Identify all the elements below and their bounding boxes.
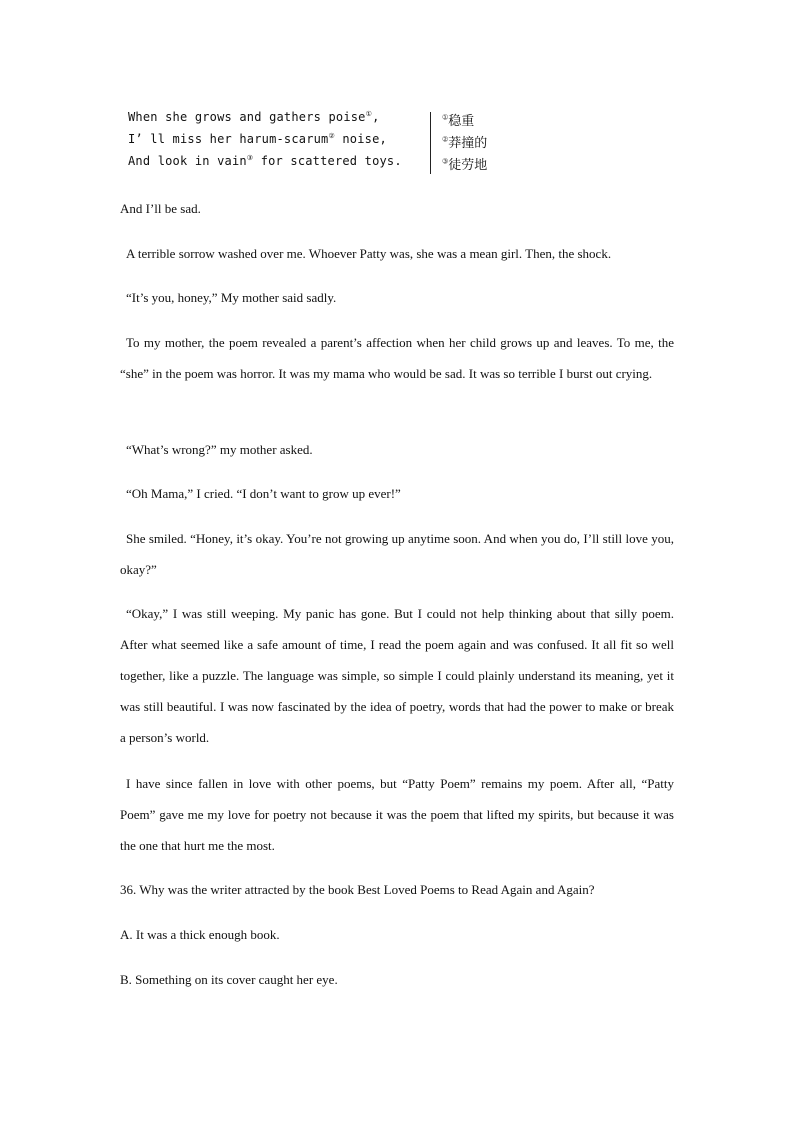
poem-line — [128, 154, 402, 168]
footnote-mark: ① — [365, 110, 373, 118]
poem-line-text: I’ ll miss her harum-scarum — [128, 132, 329, 146]
poem-note — [442, 132, 487, 151]
poem-line-text: for scattered toys. — [253, 154, 402, 168]
notes-divider — [430, 112, 431, 174]
paragraph: “Okay,” I was still weeping. My panic has gone. But I could not help thinking about that silly poem. After what seemed like a safe amount of time, I read the poem again and was confused. It all fit so well together, like a puzzle. The language was simple, so simple I could plainly understand its meaning, yet it was still beautiful. I was now fascinated by the idea of poetry, words that had the power to make or break a person’s world. — [120, 606, 674, 745]
question-stem: 36. Why was the writer attracted by the book Best Loved Poems to Read Again and Again? — [120, 882, 595, 897]
paragraph: “What’s wrong?” my mother asked. — [126, 442, 313, 457]
poem-line-text: , — [372, 110, 380, 124]
poem-note — [442, 154, 487, 173]
poem-line — [128, 110, 380, 124]
paragraph: I have since fallen in love with other poems, but “Patty Poem” remains my poem. After all, “Patty Poem” gave me my love for poetry not because it was the poem that lifted my spirits, but because it was the one that hurt me the most. — [120, 776, 674, 853]
note-text: 徒劳地 — [448, 158, 488, 173]
paragraph: She smiled. “Honey, it’s okay. You’re not growing up anytime soon. And when you do, I’ll still love you, okay?” — [120, 531, 674, 577]
paragraph: A terrible sorrow washed over me. Whoever Patty was, she was a mean girl. Then, the shock. — [126, 246, 612, 261]
poem-line-text: noise, — [334, 132, 387, 146]
answer-option: B. Something on its cover caught her eye. — [120, 972, 338, 987]
footnote-mark: ③ — [246, 154, 254, 162]
poem-line-text: And look in vain — [128, 154, 247, 168]
paragraph: And I’ll be sad. — [120, 201, 201, 216]
footnote-mark: ③ — [442, 157, 449, 166]
footnote-mark: ① — [442, 113, 449, 122]
note-text: 稳重 — [448, 114, 475, 129]
poem-line-text: When she grows and gathers poise — [128, 110, 366, 124]
answer-option: A. It was a thick enough book. — [120, 927, 280, 942]
poem-line — [128, 132, 387, 146]
footnote-mark: ② — [442, 135, 449, 144]
paragraph: To my mother, the poem revealed a parent’s affection when her child grows up and leaves. To me, the “she” in the poem was horror. It was my mama who would be sad. It was so terrible I burst out crying. — [120, 335, 674, 381]
poem-note — [442, 110, 474, 129]
paragraph: “Oh Mama,” I cried. “I don’t want to grow up ever!” — [126, 486, 401, 501]
note-text: 莽撞的 — [448, 136, 488, 151]
paragraph: “It’s you, honey,” My mother said sadly. — [126, 290, 337, 305]
footnote-mark: ② — [328, 132, 335, 140]
